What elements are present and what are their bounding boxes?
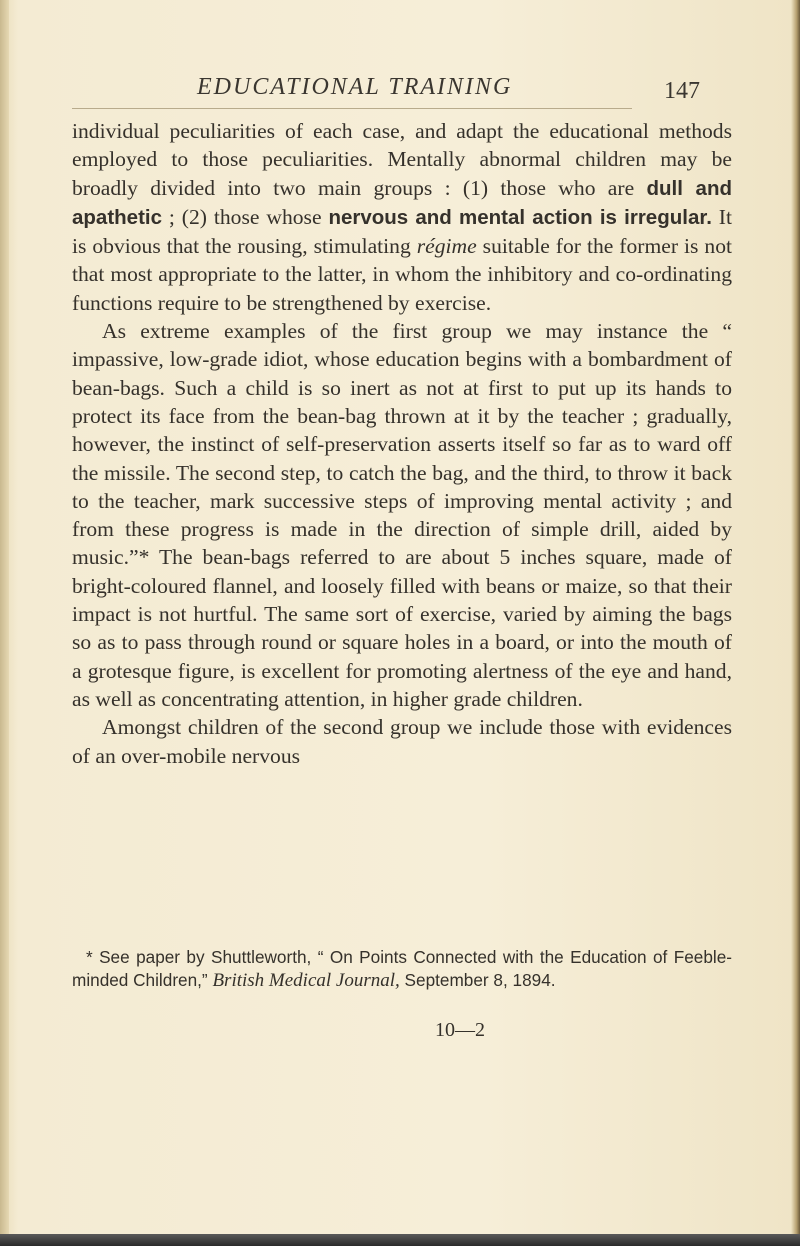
p1-italic-regime: régime <box>416 234 477 259</box>
p1-text-d: It is obvious that the rousing, stimulating <box>72 204 732 259</box>
footnote-body <box>72 946 732 992</box>
footnote-text-a: * See paper by Shuttleworth, “ On Points Connected with the Education of Feeble-minded Children,” <box>72 947 732 990</box>
p1-bold-nervous-mental: nervous and mental action is irregular. <box>328 205 712 229</box>
header-rule <box>72 108 632 109</box>
running-head <box>72 72 732 112</box>
paragraph-3: Amongst children of the second group we include those with evidences of an over-mobile nervous <box>72 715 732 768</box>
page-edge <box>791 0 800 1246</box>
body-text <box>72 117 732 770</box>
paragraph-1 <box>72 117 732 317</box>
footnote-text-b: September 8, 1894. <box>399 969 556 990</box>
p1-text-c: ; (2) those whose <box>162 204 329 229</box>
footnote-journal: British Medical Journal, <box>212 969 400 991</box>
p1-bold-dull-apathetic: dull and apathetic <box>72 176 732 229</box>
page-gutter-shadow <box>0 0 9 1246</box>
p1-text-e: suitable for the former is not that most appropriate to the latter, in whom the inhibitory and co-ordinating functions require to be strengthened by exercise. <box>72 234 732 315</box>
scan-bottom-edge <box>0 1234 800 1246</box>
running-title: EDUCATIONAL TRAINING <box>197 74 513 100</box>
page-number: 147 <box>664 78 700 104</box>
p1-text-a: individual peculiarities of each case, and adapt the educational methods employed to those peculiarities. Mentally abnormal children may be broadly divided into two main groups : (1) those who are <box>72 119 732 200</box>
footnote <box>72 946 732 992</box>
signature-mark: 10—2 <box>435 1019 485 1041</box>
paragraph-2: As extreme examples of the first group we may instance the “ impassive, low-grade idiot, whose education begins with a bombardment of bean-bags. Such a child is so inert as not at first to put up its hands to protect its face from the bean-bag thrown at it by the teacher ; gradually, however, the instinct of self-preservation asserts itself so far as to ward off the missile. The second step, to catch the bag, and the third, to throw it back to the teacher, mark successive steps of improving mental activity ; and from these progress is made in the direction of simple drill, aided by music.”* The bean-bags referred to are about 5 inches square, made of bright-coloured flannel, and loosely filled with beans or maize, so that their impact is not hurtful. The same sort of exercise, varied by aiming the bags so as to pass through round or square holes in a board, or into the mouth of a grotesque figure, is excellent for promoting alertness of the eye and hand, as well as concentrating attention, in higher grade children. <box>72 319 732 711</box>
